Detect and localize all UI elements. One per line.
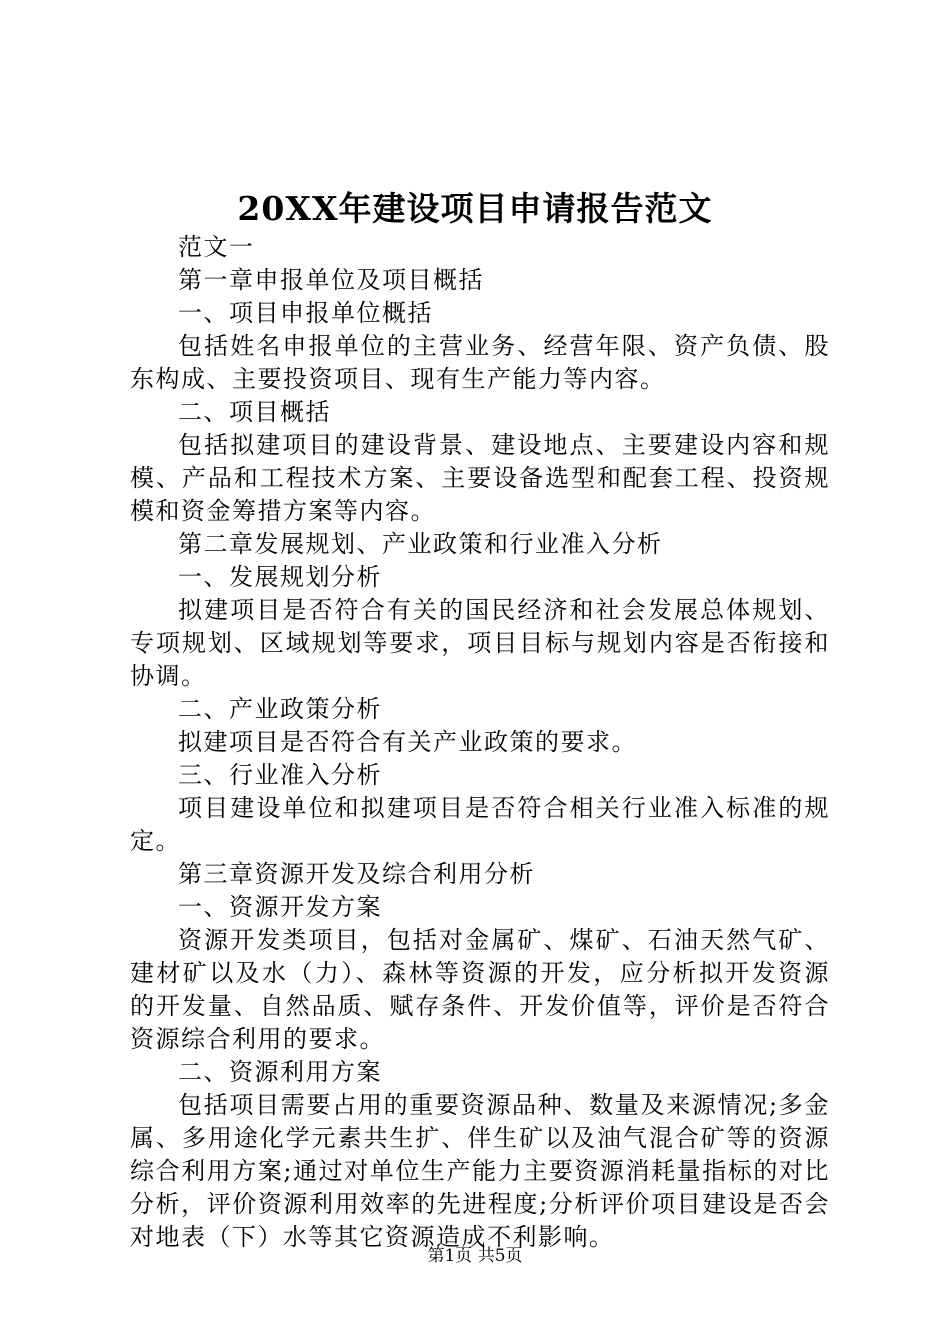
section-heading: 三、行业准入分析: [178, 761, 382, 789]
section-heading: 一、发展规划分析: [178, 563, 382, 591]
section-heading: 一、项目申报单位概括: [178, 299, 433, 327]
chapter-heading: 第三章资源开发及综合利用分析: [178, 860, 535, 888]
paragraph: 包括姓名申报单位的主营业务、经营年限、资产负债、股东构成、主要投资项目、现有生产能力等内容。: [130, 332, 830, 393]
section-heading: 二、项目概括: [178, 398, 331, 426]
section-heading: 二、资源利用方案: [178, 1058, 382, 1086]
section-heading: 二、产业政策分析: [178, 695, 382, 723]
paragraph: 包括拟建项目的建设背景、建设地点、主要建设内容和规模、产品和工程技术方案、主要设备选型和配套工程、投资规模和资金筹措方案等内容。: [130, 431, 830, 525]
document-body: [130, 231, 830, 1254]
chapter-heading: 第二章发展规划、产业政策和行业准入分析: [178, 530, 663, 558]
paragraph: 拟建项目是否符合有关产业政策的要求。: [178, 728, 637, 756]
page-footer: 第1页 共5页: [427, 1246, 523, 1266]
document-title: 20XX年建设项目申请报告范文: [237, 189, 713, 228]
paragraph: 范文一: [178, 233, 255, 261]
paragraph: 包括项目需要占用的重要资源品种、数量及来源情况;多金属、多用途化学元素共生扩、伴生矿以及油气混合矿等的资源综合利用方案;通过对单位生产能力主要资源消耗量指标的对比分析，评价资源利用效率的先进程度;分析评价项目建设是否会对地表（下）水等其它资源造成不利影响。: [130, 1091, 830, 1251]
section-heading: 一、资源开发方案: [178, 893, 382, 921]
paragraph: 项目建设单位和拟建项目是否符合相关行业准入标准的规定。: [130, 794, 830, 855]
chapter-heading: 第一章申报单位及项目概括: [178, 266, 484, 294]
paragraph: 资源开发类项目，包括对金属矿、煤矿、石油天然气矿、建材矿以及水（力）、森林等资源的开发，应分析拟开发资源的开发量、自然品质、赋存条件、开发价值等，评价是否符合资源综合利用的要求。: [130, 926, 830, 1053]
paragraph: 拟建项目是否符合有关的国民经济和社会发展总体规划、专项规划、区域规划等要求，项目目标与规划内容是否衔接和协调。: [130, 596, 830, 690]
